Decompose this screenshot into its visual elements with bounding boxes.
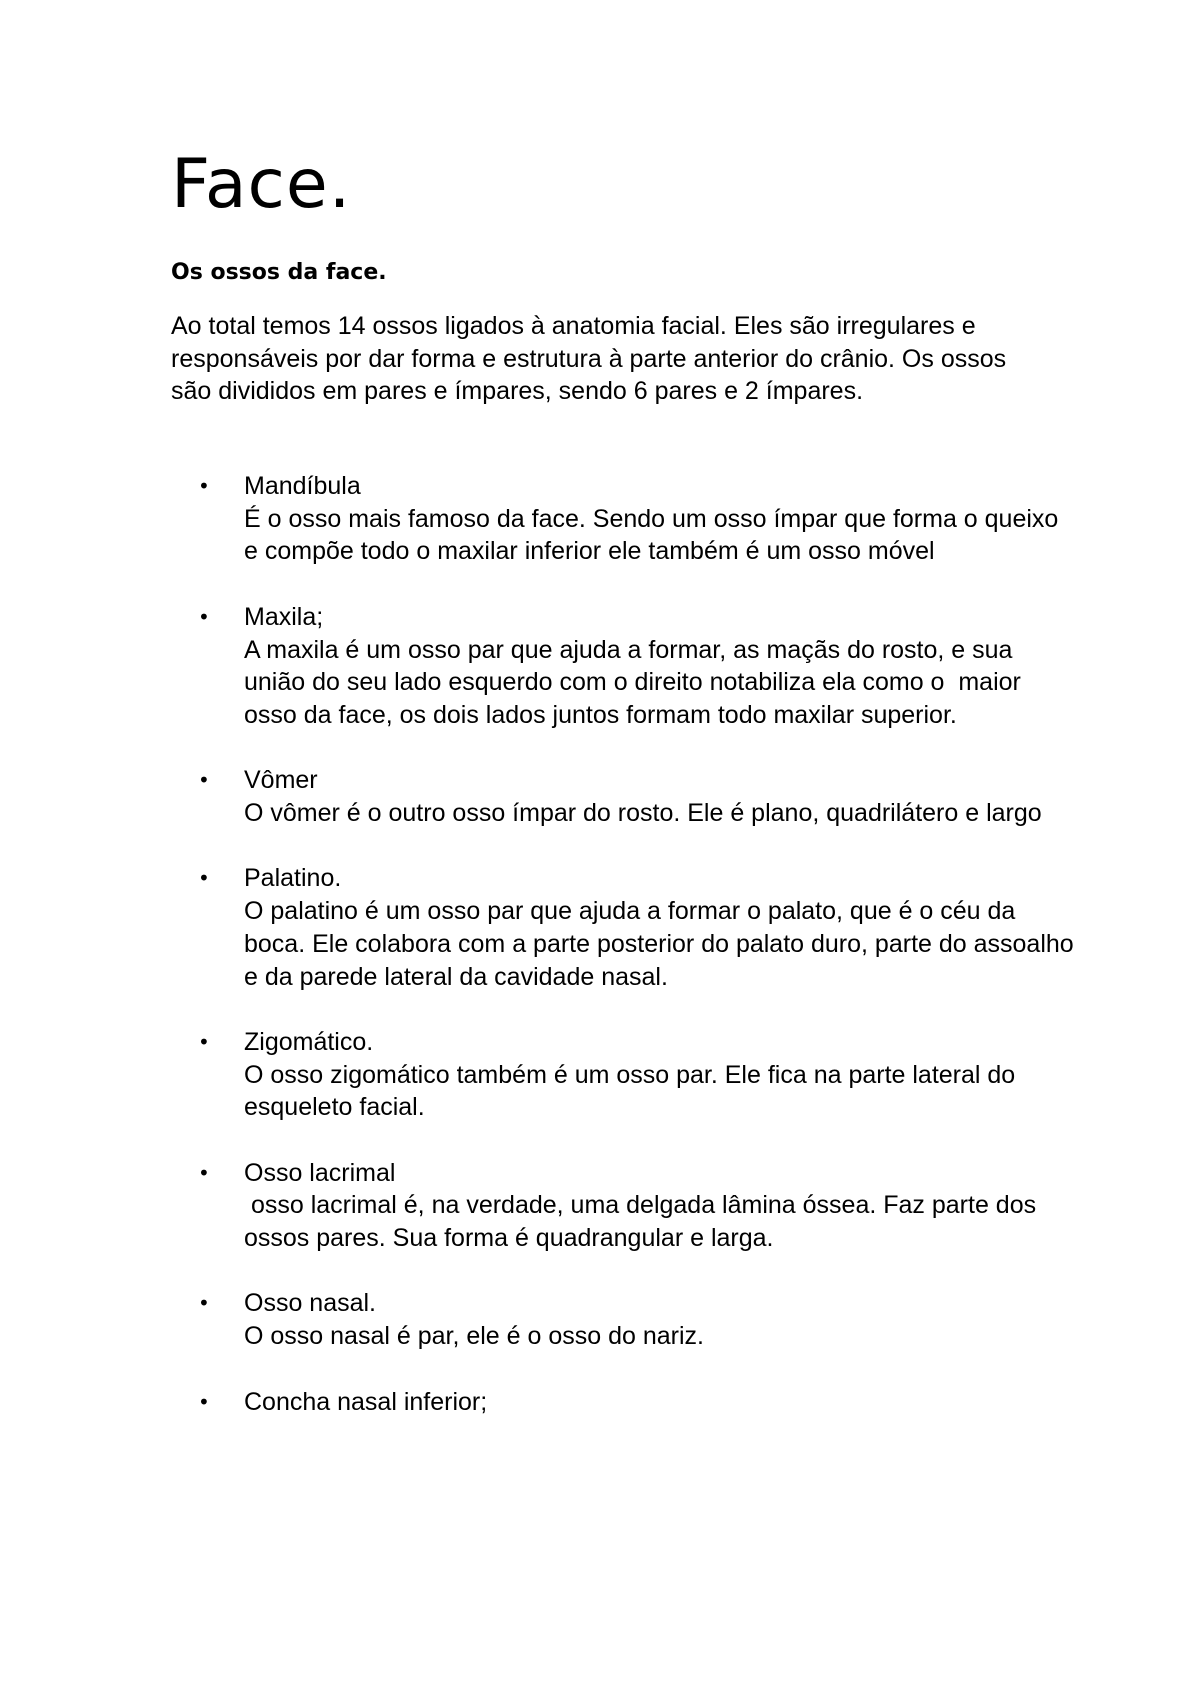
bone-description: O osso nasal é par, ele é o osso do nariz. <box>244 1322 704 1351</box>
intro-paragraph: Ao total temos 14 ossos ligados à anatomia facial. Eles são irregulares e responsáveis por dar forma e estrutura à parte anterior do crânio. Os ossos são divididos em pares e ímpares, sendo 6 pares e 2 ímpares. <box>171 312 1007 406</box>
list-item-mandibula <box>198 470 1078 568</box>
bone-description: O vômer é o outro osso ímpar do rosto. Ele é plano, quadrilátero e largo <box>244 799 1042 827</box>
bone-name: Concha nasal inferior; <box>244 1387 488 1416</box>
bullet-icon: • <box>198 604 210 629</box>
list-item-maxila <box>198 601 1078 732</box>
bullet-icon: • <box>198 474 210 498</box>
list-item-nasal <box>198 1287 1078 1352</box>
list-item-vomer <box>198 764 1078 829</box>
bone-description: É o osso mais famoso da face. Sendo um osso ímpar que forma o queixo e compõe todo o maxilar inferior ele também é um osso móvel <box>244 504 1066 566</box>
bullet-icon: • <box>198 866 210 891</box>
bone-name: Palatino. <box>244 864 342 893</box>
list-item-lacrimal <box>198 1157 1078 1255</box>
bone-name: Mandíbula <box>244 472 361 500</box>
bullet-icon: • <box>198 1029 210 1054</box>
bullet-icon: • <box>198 1160 210 1185</box>
bone-name: Maxila; <box>244 602 324 631</box>
list-item-zigomatico <box>198 1026 1078 1124</box>
bullet-icon: • <box>198 1389 210 1414</box>
bone-list <box>198 470 1081 1451</box>
bone-description: osso lacrimal é, na verdade, uma delgada lâmina óssea. Faz parte dos ossos pares. Sua forma é quadrangular e larga. <box>244 1191 1044 1253</box>
bullet-icon: • <box>198 1291 210 1316</box>
bone-name: Vômer <box>244 766 318 795</box>
bullet-icon: • <box>198 768 210 793</box>
list-item-concha-nasal <box>198 1386 1078 1419</box>
list-item-palatino <box>198 862 1081 993</box>
page-title: Face. <box>171 145 352 224</box>
bone-description: A maxila é um osso par que ajuda a formar, as maçãs do rosto, e sua união do seu lado esquerdo com o direito notabiliza ela como o maior osso da face, os dois lados juntos formam todo maxilar superior. <box>244 635 1028 729</box>
bone-name: Osso nasal. <box>244 1289 377 1318</box>
bone-name: Osso lacrimal <box>244 1158 396 1187</box>
bone-description: O palatino é um osso par que ajuda a formar o palato, que é o céu da boca. Ele colabora com a parte posterior do palato duro, parte do assoalho e da parede lateral da cavidade nasal. <box>244 897 1081 991</box>
section-heading: Os ossos da face. <box>171 260 387 285</box>
bone-description: O osso zigomático também é um osso par. Ele fica na parte lateral do esqueleto facial. <box>244 1060 1023 1122</box>
bone-name: Zigomático. <box>244 1027 374 1056</box>
